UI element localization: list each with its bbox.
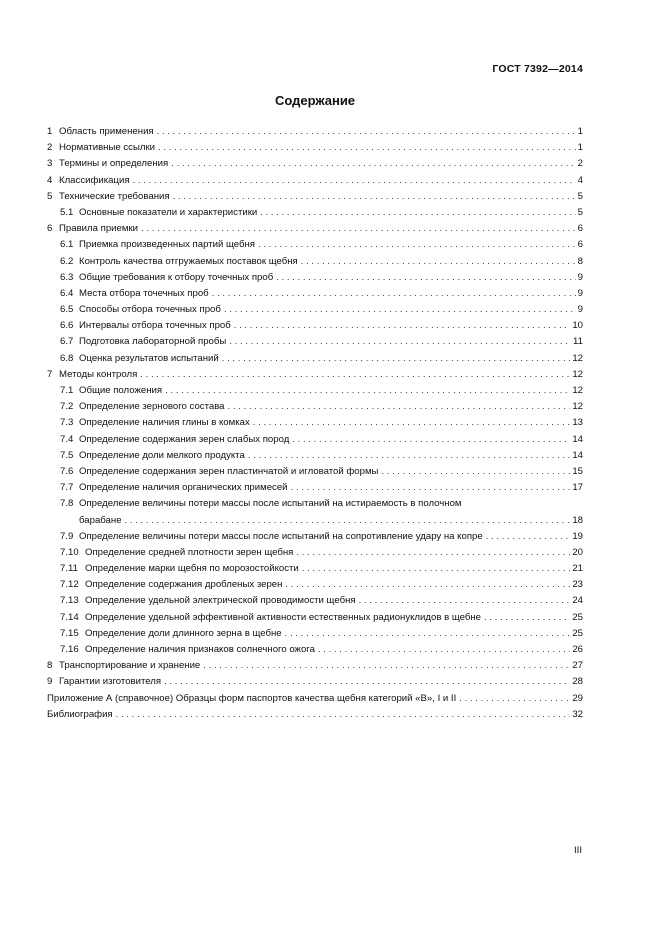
toc-dot-leader (173, 189, 576, 205)
toc-entry-number: 7.12 (60, 579, 79, 591)
toc-entry[interactable] (47, 286, 583, 302)
toc-dot-leader (222, 351, 571, 367)
toc-entry[interactable] (47, 707, 583, 723)
toc-entry-page: 20 (572, 546, 583, 558)
toc-entry-title: Правила приемки (59, 223, 138, 235)
toc-entry-number: 6.5 (60, 304, 74, 316)
toc-entry-page: 9 (577, 287, 583, 299)
toc-dot-leader (203, 658, 570, 674)
toc-entry-title: Классификация (59, 174, 130, 186)
toc-entry-title: Общие положения (79, 385, 163, 396)
toc-entry-title: Методы контроля (59, 368, 138, 380)
toc-entry[interactable] (47, 140, 583, 156)
toc-entry[interactable] (47, 432, 583, 448)
toc-entry-page: 9 (577, 304, 583, 316)
toc-entry-title: Термины и определения (59, 158, 169, 170)
toc-entry-number: 7.5 (60, 449, 74, 461)
toc-entry-page: 23 (572, 579, 583, 591)
toc-entry-page: 12 (572, 385, 583, 396)
toc-entry-page: 2 (577, 158, 583, 170)
toc-dot-leader (486, 529, 571, 545)
toc-entry[interactable] (47, 270, 583, 286)
toc-dot-leader (253, 415, 571, 431)
toc-title: Содержание (274, 93, 356, 108)
toc-dot-leader (318, 642, 570, 658)
toc-entry-title: Определение удельной эффективной активности естественных радионуклидов в щебне (85, 611, 481, 623)
toc-entry-title: Гарантии изготовителя (59, 676, 162, 688)
toc-entry-title: Определение марки щебня по морозостойкости (85, 563, 299, 575)
toc-entry[interactable] (47, 383, 583, 399)
toc-dot-leader (140, 367, 570, 383)
toc-entry-page: 28 (572, 676, 583, 688)
toc-dot-leader (359, 593, 571, 609)
toc-entry-number: 5 (47, 190, 53, 202)
toc-entry-title: Определение величины потери массы после испытаний на сопротивление удару на копре (79, 530, 483, 542)
toc-dot-leader (234, 318, 571, 334)
toc-entry[interactable] (47, 367, 583, 383)
toc-entry[interactable] (47, 156, 583, 172)
toc-entry-title: Приемка произведенных партий щебня (79, 239, 255, 251)
toc-entry[interactable] (47, 691, 583, 707)
toc-dot-leader (260, 205, 575, 221)
toc-entry-title: Определение величины потери массы после испытаний на истираемость в полочном (79, 498, 462, 510)
toc-entry-number: 6.1 (60, 239, 74, 251)
toc-entry-number: 7.13 (60, 595, 79, 607)
toc-entry-page: 21 (572, 563, 583, 575)
toc-entry-title: Определение наличия глины в комках (79, 417, 250, 429)
toc-dot-leader (459, 691, 570, 707)
toc-entry-number: 8 (47, 660, 53, 672)
toc-entry-title: Определение доли длинного зерна в щебне (85, 627, 282, 639)
toc-entry-number: 6.7 (60, 336, 74, 348)
toc-dot-leader (292, 432, 570, 448)
toc-entry[interactable] (47, 334, 583, 350)
toc-entry[interactable] (47, 658, 583, 674)
toc-entry-number: 7.3 (60, 417, 74, 429)
toc-dot-leader (258, 237, 576, 253)
toc-entry-number: 6.4 (60, 287, 74, 299)
toc-dot-leader (224, 302, 576, 318)
toc-entry-title: Определение средней плотности зерен щебня (85, 546, 294, 558)
toc-entry-page: 25 (572, 611, 583, 623)
toc-dot-leader (285, 577, 570, 593)
toc-dot-leader (133, 173, 576, 189)
toc-entry-page: 10 (572, 320, 583, 332)
toc-entry-title: Область применения (59, 126, 154, 137)
toc-entry-page: 11 (573, 336, 583, 348)
toc-entry-page: 12 (572, 368, 583, 380)
toc-dot-leader (171, 156, 575, 172)
toc-entry-page: 6 (577, 223, 583, 235)
toc-entry-page: 27 (572, 660, 583, 672)
toc-entry-number: 7.7 (60, 482, 74, 494)
toc-entry-title: Технические требования (59, 190, 170, 202)
toc-entry-number: 7.8 (60, 498, 74, 510)
toc-entry[interactable] (47, 399, 583, 415)
toc-entry-number: 1 (47, 126, 53, 137)
toc-dot-leader (228, 399, 571, 415)
toc-entry-number: 5.1 (60, 206, 74, 218)
toc-entry-title: Подготовка лабораторной пробы (79, 336, 227, 348)
toc-entry-title: Интервалы отбора точечных проб (79, 320, 231, 332)
table-of-contents (47, 124, 583, 723)
toc-entry-title: Нормативные ссылки (59, 142, 156, 154)
toc-entry[interactable] (47, 415, 583, 431)
toc-entry-page: 29 (572, 692, 583, 704)
toc-entry-title: Приложение А (справочное) Образцы форм паспортов качества щебня категорий «В», I и II (47, 692, 457, 704)
toc-dot-leader (248, 448, 571, 464)
toc-entry-page: 25 (572, 627, 583, 639)
toc-entry[interactable] (47, 593, 583, 609)
toc-entry-number: 2 (47, 142, 53, 154)
toc-entry-title: Определение наличия признаков солнечного ожога (85, 644, 315, 655)
toc-entry-page: 4 (577, 174, 583, 186)
toc-entry-title: Контроль качества отгружаемых поставок щебня (79, 255, 298, 267)
toc-entry-title: Способы отбора точечных проб (79, 304, 221, 316)
toc-entry-number: 6.2 (60, 255, 74, 267)
toc-entry[interactable] (47, 610, 583, 626)
toc-dot-leader (285, 626, 571, 642)
toc-entry-page: 1 (577, 126, 583, 137)
toc-entry[interactable] (47, 529, 583, 545)
toc-entry[interactable] (47, 237, 583, 253)
toc-entry-number: 6.3 (60, 271, 74, 283)
toc-entry[interactable] (47, 205, 583, 221)
toc-entry[interactable] (47, 254, 583, 270)
toc-entry-number: 7.2 (60, 401, 74, 413)
toc-entry-page: 14 (572, 433, 583, 445)
toc-entry-number: 7.6 (60, 465, 74, 477)
toc-entry-page: 18 (572, 514, 583, 526)
toc-entry[interactable] (47, 545, 583, 561)
toc-entry[interactable] (47, 577, 583, 593)
toc-dot-leader (212, 286, 576, 302)
toc-dot-leader (158, 140, 576, 156)
toc-dot-leader (302, 561, 571, 577)
toc-dot-leader (291, 480, 571, 496)
toc-entry[interactable] (47, 480, 583, 496)
toc-entry-title: Основные показатели и характеристики (79, 206, 258, 218)
toc-entry-number: 7.11 (60, 563, 78, 575)
toc-dot-leader (381, 464, 570, 480)
toc-entry-title: Определение доли мелкого продукта (79, 449, 245, 461)
toc-entry-number: 4 (47, 174, 53, 186)
toc-entry-title: Определение наличия органических примесей (79, 482, 288, 494)
toc-entry[interactable] (47, 448, 583, 464)
toc-entry-page: 12 (572, 352, 583, 364)
page-number: III (574, 845, 582, 856)
toc-entry[interactable] (47, 302, 583, 318)
toc-entry-title: Определение зернового состава (79, 401, 225, 413)
toc-entry-title: Определение содержания зерен слабых пород (79, 433, 290, 445)
toc-entry-page: 17 (572, 482, 583, 494)
toc-entry-title: Определение удельной электрической проводимости щебня (85, 595, 356, 607)
toc-entry-title: Общие требования к отбору точечных проб (79, 271, 274, 283)
toc-dot-leader (296, 545, 570, 561)
toc-dot-leader (301, 254, 576, 270)
toc-entry[interactable] (47, 124, 583, 140)
toc-dot-leader (484, 610, 570, 626)
toc-entry-page: 14 (572, 449, 583, 461)
toc-entry-number: 7.14 (60, 611, 79, 623)
toc-entry[interactable] (47, 642, 583, 658)
toc-entry-title: Определение содержания дробленых зерен (85, 579, 283, 591)
toc-entry-number: 7.4 (60, 433, 74, 445)
toc-entry[interactable] (47, 189, 583, 205)
toc-entry-page: 24 (572, 595, 583, 607)
toc-entry-number: 7.15 (60, 627, 79, 639)
toc-entry-title: Транспортирование и хранение (59, 660, 201, 672)
toc-dot-leader (164, 674, 570, 690)
toc-dot-leader (157, 124, 576, 140)
toc-entry-page: 8 (577, 255, 583, 267)
toc-entry-number: 3 (47, 158, 53, 170)
toc-entry-number: 7.10 (60, 546, 79, 558)
toc-entry-page: 9 (577, 271, 583, 283)
toc-dot-leader (165, 383, 570, 399)
toc-entry-title: Библиография (47, 708, 113, 720)
toc-entry[interactable] (47, 318, 583, 334)
toc-entry[interactable] (47, 496, 583, 528)
toc-entry-page: 5 (577, 190, 583, 202)
toc-dot-leader (229, 334, 571, 350)
toc-entry-page: 13 (572, 417, 583, 429)
toc-entry[interactable] (47, 626, 583, 642)
toc-entry-page: 15 (572, 465, 583, 477)
toc-dot-leader (141, 221, 576, 237)
toc-entry[interactable] (47, 351, 583, 367)
toc-entry-title: Оценка результатов испытаний (79, 352, 219, 364)
toc-entry-title-continued: барабане (79, 514, 122, 526)
toc-entry-number: 7.1 (60, 385, 74, 396)
toc-entry-number: 6 (47, 223, 53, 235)
toc-entry-page: 5 (577, 206, 583, 218)
toc-entry-number: 7.9 (60, 530, 74, 542)
toc-entry-number: 7.16 (60, 644, 79, 655)
toc-entry-number: 9 (47, 676, 53, 688)
document-code: ГОСТ 7392—2014 (492, 63, 583, 75)
toc-entry-page: 26 (572, 644, 583, 655)
toc-entry-number: 6.6 (60, 320, 74, 332)
toc-entry-title: Места отбора точечных проб (79, 287, 209, 299)
toc-entry-number: 6.8 (60, 352, 74, 364)
toc-entry-number: 7 (47, 368, 53, 380)
toc-entry-page: 1 (577, 142, 583, 154)
toc-entry-page: 19 (572, 530, 583, 542)
toc-entry-page: 32 (572, 708, 583, 720)
toc-entry[interactable] (47, 464, 583, 480)
toc-entry[interactable] (47, 173, 583, 189)
toc-entry-title: Определение содержания зерен пластинчатой и игловатой формы (79, 465, 379, 477)
toc-entry[interactable] (47, 221, 583, 237)
toc-dot-leader (276, 270, 575, 286)
toc-dot-leader (125, 513, 571, 529)
toc-entry[interactable] (47, 561, 583, 577)
toc-entry[interactable] (47, 674, 583, 690)
toc-dot-leader (116, 707, 571, 723)
toc-entry-page: 12 (572, 401, 583, 413)
toc-entry-page: 6 (577, 239, 583, 251)
